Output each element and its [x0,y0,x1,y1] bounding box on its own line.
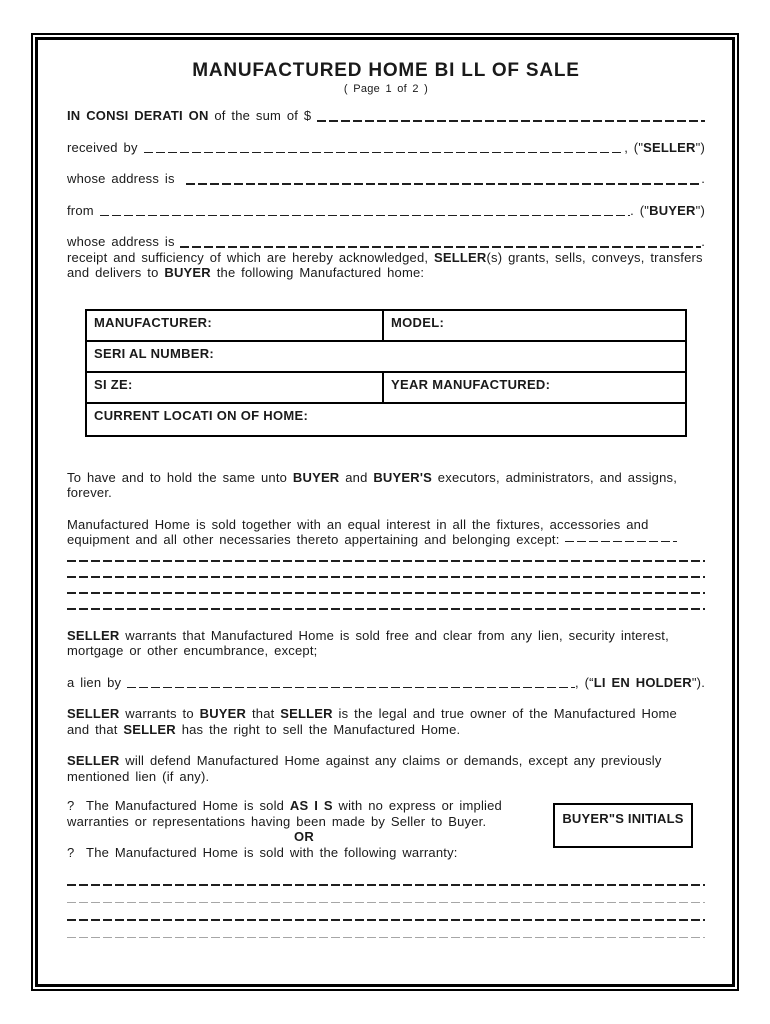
table-row [86,372,686,403]
warrant-owner-t2: that [246,706,281,721]
defend-paragraph [67,753,705,784]
fixtures-exception-line-2[interactable] [67,564,705,580]
defend-seller-bold: SELLER [67,753,120,768]
fixtures-exception-line-4[interactable] [67,596,705,612]
hold-buyer-bold: BUYER [292,469,340,485]
hold-paragraph [67,470,705,501]
warranty-lines [67,870,705,940]
sale-options-section [67,798,705,860]
from-label: from [67,202,100,218]
as-is-option[interactable] [67,798,541,829]
seller-address-label: whose address is [67,171,187,186]
model-cell[interactable] [383,310,686,341]
warrant-owner-b1: SELLER [67,706,120,721]
as-is-text-2: with no express or implied warranties or representations having been made by Seller to Buyer. [67,798,508,829]
lien-suffix-open: , (“ [575,674,594,690]
sale-options-text [67,798,541,860]
as-is-text-1: ? The Manufactured Home is sold [67,798,290,813]
table-row [86,403,686,436]
as-is-bold: AS I S [289,798,333,813]
buyer-name-line[interactable] [100,207,631,218]
manufacturer-cell[interactable] [86,310,383,341]
seller-name-line[interactable] [144,144,625,155]
serial-number-cell[interactable] [86,341,686,372]
seller-address-line[interactable] [186,176,701,187]
document-page [31,33,739,991]
size-cell[interactable] [86,372,383,403]
fixtures-text: Manufactured Home is sold together with an equal interest in all the fixtures, accessories and equipment and all other necessaries thereto appertaining and belonging except: [67,516,655,547]
lien-suffix-close: "). [691,674,705,690]
warranty-option-text: ? The Manufactured Home is sold with the following warranty: [67,844,458,860]
seller-address-period: . [701,171,705,186]
received-by-line [67,140,705,156]
page-title: MANUFACTURED HOME BI LL OF SALE [192,60,580,81]
lien-row [67,675,705,691]
current-location-label: CURRENT LOCATI ON OF HOME: [94,407,309,423]
consideration-lead: IN CONSI DERATI ON [67,108,209,123]
seller-suffix-open: , (" [624,139,644,155]
receipt-text-3: the following Manufactured home: [210,265,425,280]
warrant-owner-t3: is the legal and true owner of the Manufactured Home and that [67,706,683,737]
fixtures-exception-lines [67,548,705,612]
fixtures-exception-line-0[interactable] [565,534,677,544]
buyers-initials-box[interactable] [553,803,693,848]
warranty-option[interactable] [67,845,541,861]
year-manufactured-label: YEAR MANUFACTURED: [391,376,551,392]
size-label: SI ZE: [94,376,133,392]
serial-number-label: SERI AL NUMBER: [94,345,215,361]
receipt-text-2: (s) grants, sells, conveys, transfers and delivers to [67,249,709,280]
hold-text-2: and [339,469,374,485]
received-by-label: received by [67,139,144,155]
year-manufactured-cell[interactable] [383,372,686,403]
warrant-owner-t1: warrants to [119,706,200,721]
receipt-buyer-bold: BUYER [164,265,211,280]
consideration-line [67,108,705,124]
consideration-rest: of the sum of $ [208,108,318,123]
home-details-table [85,309,687,437]
lien-holder-line[interactable] [127,679,575,690]
warranty-line-1[interactable] [67,870,705,888]
warrant-clear-paragraph [67,628,705,659]
warrant-clear-seller-bold: SELLER [67,627,120,643]
buyer-address-label: whose address is [67,234,181,249]
fixtures-exception-line-1[interactable] [67,548,705,564]
buyer-address-row [67,234,705,250]
warrant-clear-text: warrants that Manufactured Home is sold free and clear from any lien, security interest, mortgage or other encumbrance, except; [67,627,675,658]
receipt-seller-bold: SELLER [434,249,487,265]
warranty-line-3[interactable] [67,905,705,923]
receipt-text-1: receipt and sufficiency of which are hereby acknowledged, [67,249,435,265]
warranty-line-2[interactable] [67,888,705,906]
page-subtitle: ( Page 1 of 2 ) [343,83,429,95]
buyers-initials-label: BUYER"S INITIALS [562,811,684,826]
buyer-suffix-open: . (" [630,202,650,218]
or-separator: OR [294,829,314,844]
manufacturer-label: MANUFACTURER: [94,314,212,330]
warrant-owner-b2: BUYER [199,706,247,721]
buyer-address-line[interactable] [180,239,701,250]
warrant-owner-b3: SELLER [280,706,333,721]
hold-buyers-bold: BUYER'S [373,469,432,485]
hold-text-3: executors, administrators, and assigns, forever. [67,469,683,500]
model-label: MODEL: [391,314,445,330]
buyer-label: BUYER [649,202,696,218]
lien-holder-bold: LI EN HOLDER [593,674,692,690]
sum-amount-line[interactable] [317,113,705,124]
receipt-paragraph [67,249,709,281]
seller-address-row [67,171,705,187]
table-row [86,341,686,372]
warrant-owner-b4: SELLER [123,721,176,737]
buyer-suffix-close: ") [695,202,705,218]
page-border-inner [35,37,735,987]
table-row [86,310,686,341]
warranty-line-4[interactable] [67,923,705,941]
warrant-owner-t4: has the right to sell the Manufactured Home. [175,721,461,737]
warrant-owner-paragraph [67,706,705,737]
from-row [67,203,705,219]
hold-text-1: To have and to hold the same unto [67,469,293,485]
fixtures-exception-line-3[interactable] [67,580,705,596]
buyer-address-period: . [701,234,705,249]
defend-text: will defend Manufactured Home against any claims or demands, except any previously mentioned lien (if any). [67,753,668,784]
seller-label: SELLER [643,139,696,155]
lien-label: a lien by [67,674,128,690]
current-location-cell[interactable] [86,403,686,436]
fixtures-paragraph [67,517,705,548]
seller-suffix-close: ") [695,139,705,155]
